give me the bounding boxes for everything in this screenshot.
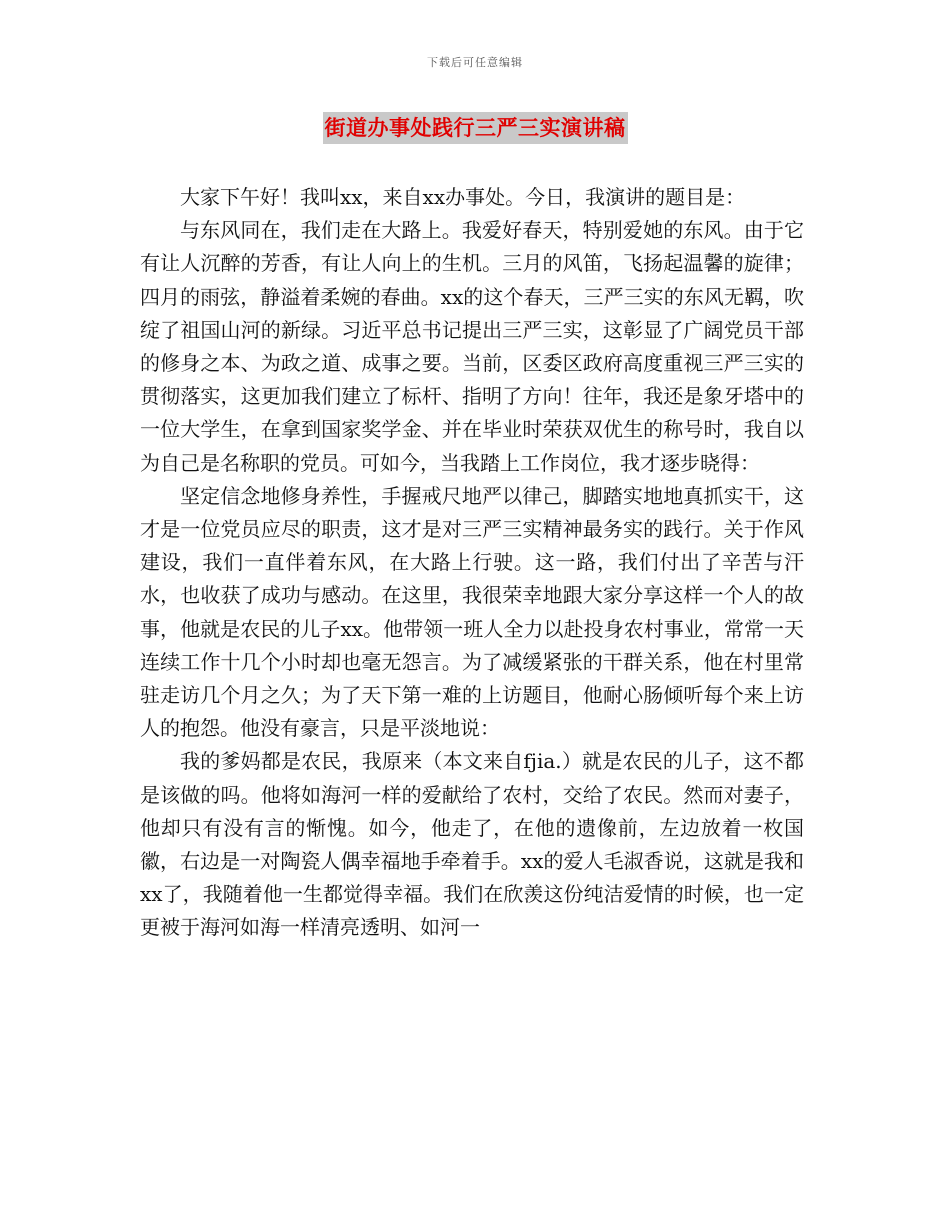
document-title: 街道办事处践行三严三实演讲稿 bbox=[323, 112, 628, 144]
header-note: 下载后可任意编辑 bbox=[427, 56, 523, 69]
paragraph-greeting: 大家下午好！我叫xx，来自xx办事处。今日，我演讲的题目是： bbox=[180, 185, 746, 209]
paragraph-east-wind: 与东风同在，我们走在大路上。我爱好春天，特别爱她的东风。由于它有让人沉醉的芳香，有让人向上的生机。三月的风笛，飞扬起温馨的旋律；四月的雨弦，静溢着柔婉的春曲。xx的这个春天，三严三实的东风无羁，吹绽了祖国山河的新绿。习近平总书记提出三严三实，这彰显了广阔党员干部的修身之本、为政之道、成事之要。当前，区委区政府高度重视三严三实的贯彻落实，这更加我们建立了标杆、指明了方向！往年，我还是象牙塔中的一位大学生，在拿到国家奖学金、并在毕业时荣获双优生的称号时，我自以为自己是名称职的党员。可如今，当我踏上工作岗位，我才逐步晓得： bbox=[140, 218, 804, 475]
document-body bbox=[140, 181, 804, 945]
paragraph-faith: 坚定信念地修身养性，手握戒尺地严以律己，脚踏实地地真抓实干，这才是一位党员应尽的职责，这才是对三严三实精神最务实的践行。关于作风建设，我们一直伴着东风，在大路上行驶。这一路，我们付出了辛苦与汗水，也收获了成功与感动。在这里，我很荣幸地跟大家分享这样一个人的故事，他就是农民的儿子xx。他带领一班人全力以赴投身农村事业，常常一天连续工作十几个小时却也毫无怨言。为了减缓紧张的干群关系，他在村里常驻走访几个月之久；为了天下第一难的上访题目，他耐心肠倾听每个来上访人的抱怨。他没有豪言，只是平淡地说： bbox=[140, 483, 804, 741]
paragraph-farmer-son: 我的爹妈都是农民，我原来（本文来自fjia.）就是农民的儿子，这不都是该做的吗。他将如海河一样的爱献给了农村，交给了农民。然而对妻子，他却只有没有言的惭愧。如今，他走了，在他的遗像前，左边放着一枚国徽，右边是一对陶瓷人偶幸福地手牵着手。xx的爱人毛淑香说，这就是我和xx了，我随着他一生都觉得幸福。我们在欣羡这份纯洁爱情的时候，也一定更被于海河如海一样清亮透明、如河一 bbox=[140, 749, 804, 940]
title-container bbox=[0, 112, 950, 144]
